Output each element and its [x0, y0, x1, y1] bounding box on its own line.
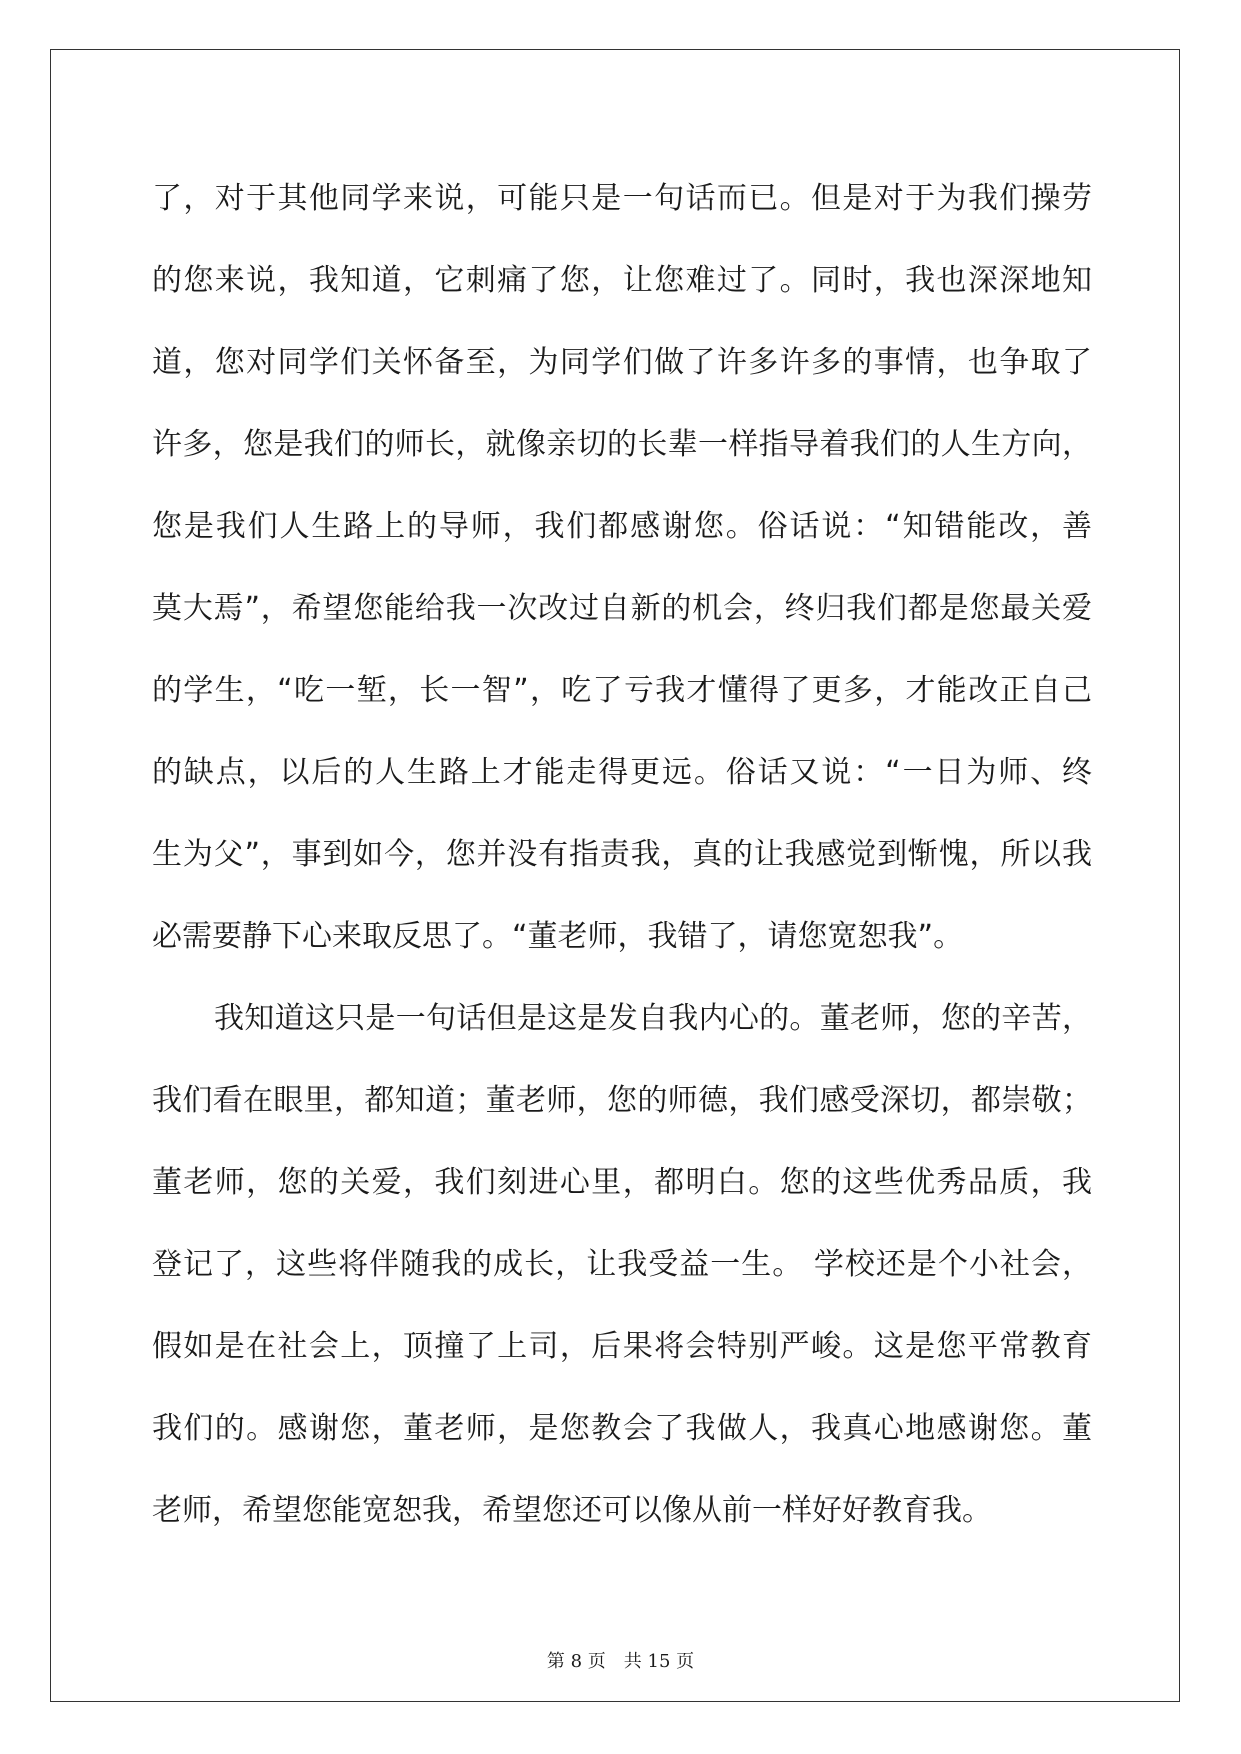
text-line: 必需要静下心来取反思了。“董老师，我错了，请您宽恕我”。 [152, 919, 964, 954]
text-line: 许多，您是我们的师长，就像亲切的长辈一样指导着我们的人生方向， [152, 427, 1092, 462]
text-line: 的您来说，我知道，它刺痛了您，让您难过了。同时，我也深深地知 [152, 263, 1092, 298]
text-line: 生为父”，事到如今，您并没有指责我，真的让我感觉到惭愧，所以我 [152, 837, 1092, 872]
text-line: 道，您对同学们关怀备至，为同学们做了许多许多的事情，也争取了 [152, 345, 1092, 380]
text-line: 的学生，“吃一堑，长一智”，吃了亏我才懂得了更多，才能改正自己 [152, 673, 1092, 708]
text-line: 的缺点，以后的人生路上才能走得更远。俗话又说：“一日为师、终 [152, 755, 1092, 790]
paragraph-start-line: 我知道这只是一句话但是这是发自我内心的。董老师，您的辛苦， [214, 1001, 1092, 1036]
text-line: 登记了，这些将伴随我的成长，让我受益一生。 学校还是个小社会， [152, 1247, 1092, 1282]
text-line: 莫大焉”，希望您能给我一次改过自新的机会，终归我们都是您最关爱 [152, 591, 1092, 626]
text-line: 假如是在社会上，顶撞了上司，后果将会特别严峻。这是您平常教育 [152, 1329, 1092, 1364]
page-total: 共 15 页 [623, 1651, 695, 1672]
page-footer [0, 1647, 1241, 1673]
text-line: 我们的。感谢您，董老师，是您教会了我做人，我真心地感谢您。董 [152, 1411, 1092, 1446]
document-body [152, 158, 1092, 1552]
text-line: 老师，希望您能宽恕我，希望您还可以像从前一样好好教育我。 [152, 1493, 992, 1528]
text-line: 我们看在眼里，都知道；董老师，您的师德，我们感受深切，都崇敬； [152, 1083, 1092, 1118]
text-line: 董老师，您的关爱，我们刻进心里，都明白。您的这些优秀品质，我 [152, 1165, 1092, 1200]
page-number: 第 8 页 [546, 1651, 606, 1672]
text-line: 您是我们人生路上的导师，我们都感谢您。俗话说：“知错能改，善 [152, 509, 1092, 544]
text-line: 了，对于其他同学来说，可能只是一句话而已。但是对于为我们操劳 [152, 181, 1092, 216]
